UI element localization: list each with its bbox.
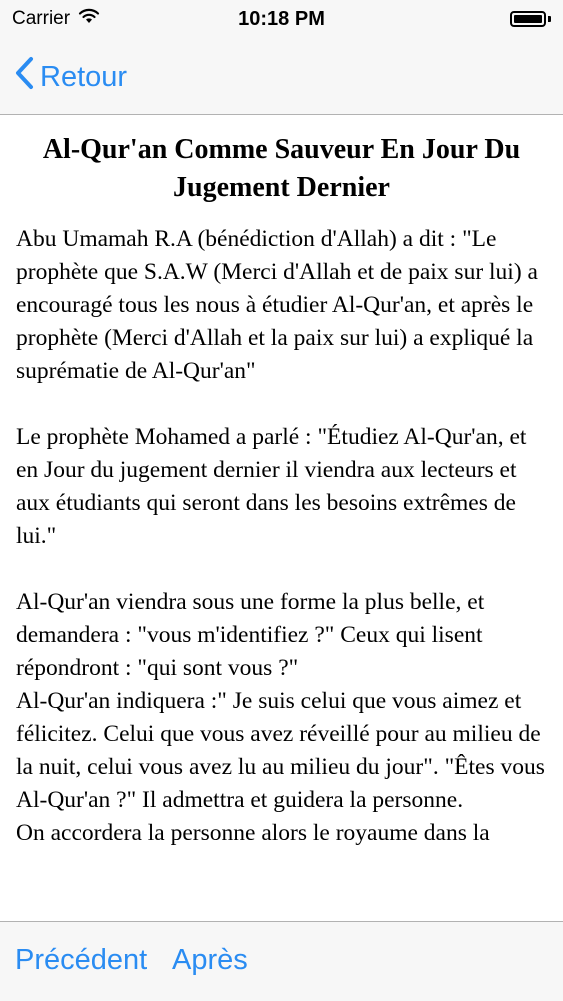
article-content[interactable] — [0, 115, 563, 921]
paragraph: Al-Qur'an viendra sous une forme la plus belle, et demandera : "vous m'identifiez ?" Ceux qui lisent répondront : "qui sont vous ?" — [16, 589, 485, 681]
paragraph: Abu Umamah R.A (bénédiction d'Allah) a dit : "Le prophète que S.A.W (Merci d'Allah et de paix sur lui) a encouragé tous les nous à étudier Al-Qur'an, et après le prophète (Merci d'Allah et la paix sur lui) a expliqué la suprématie de Al-Qur'an" — [16, 226, 538, 384]
carrier-label: Carrier — [12, 8, 71, 29]
back-button[interactable] — [14, 56, 127, 98]
battery-icon — [510, 11, 551, 27]
navigation-bar — [0, 40, 563, 115]
paragraph: On accordera la personne alors le royaume dans la — [16, 820, 490, 846]
status-bar — [0, 0, 563, 40]
bottom-toolbar — [0, 921, 563, 1001]
article-title: Al-Qur'an Comme Sauveur En Jour Du Jugement Dernier — [42, 134, 521, 203]
back-label: Retour — [40, 60, 128, 93]
paragraph: Le prophète Mohamed a parlé : "Étudiez Al-Qur'an, et en Jour du jugement dernier il viendra aux lecteurs et aux étudiants qui seront dans les besoins extrêmes de lui." — [16, 424, 527, 549]
article-body — [16, 223, 547, 850]
paragraph: Al-Qur'an indiquera :" Je suis celui que vous aimez et félicitez. Celui que vous avez réveillé pour au milieu de la nuit, celui vous avez lu au milieu du jour". "Êtes vous Al-Qur'an ?" Il admettra et guidera la personne. — [16, 688, 545, 813]
status-time: 10:18 PM — [238, 8, 325, 30]
next-button[interactable]: Après — [172, 944, 248, 976]
chevron-left-icon — [14, 56, 34, 98]
previous-button[interactable]: Précédent — [15, 944, 148, 976]
